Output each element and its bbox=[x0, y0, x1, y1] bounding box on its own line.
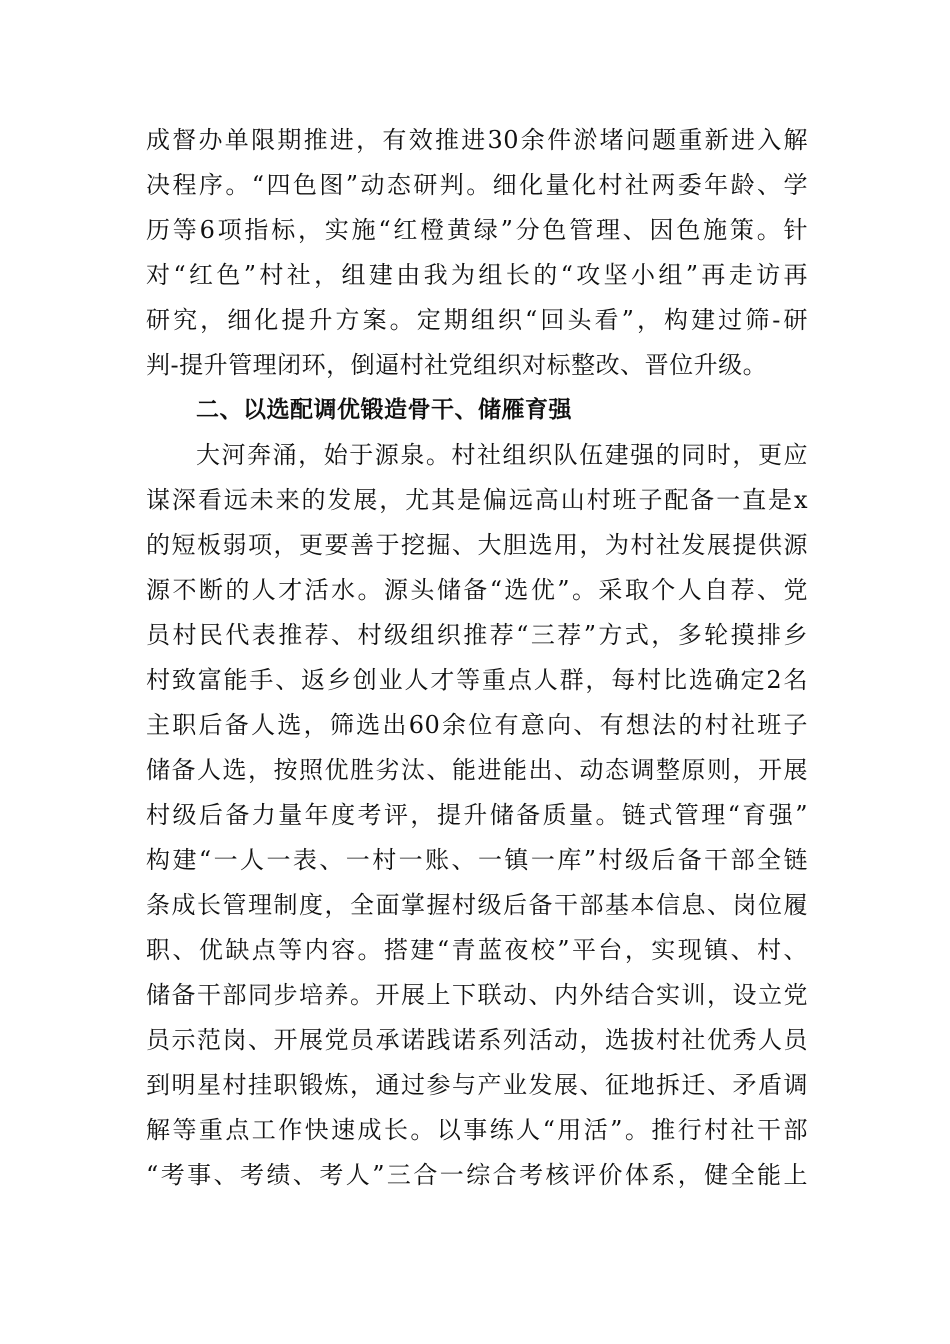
paragraph-line: 研究，细化提升方案。定期组织“回头看”，构建过筛-研 bbox=[146, 306, 808, 334]
paragraph-line: 到明星村挂职锻炼，通过参与产业发展、征地拆迁、矛盾调 bbox=[146, 1071, 808, 1099]
paragraph-line: 职、优缺点等内容。搭建“青蓝夜校”平台，实现镇、村、 bbox=[146, 936, 808, 964]
paragraph-line: 解等重点工作快速成长。以事练人“用活”。推行村社干部 bbox=[146, 1116, 808, 1144]
paragraph-line: 储备干部同步培养。开展上下联动、内外结合实训，设立党 bbox=[146, 981, 808, 1009]
paragraph-line: 谋深看远未来的发展，尤其是偏远高山村班子配备一直是x bbox=[146, 486, 808, 514]
paragraph-line: 储备人选，按照优胜劣汰、能进能出、动态调整原则，开展 bbox=[146, 756, 808, 784]
paragraph-line: 村致富能手、返乡创业人才等重点人群，每村比选确定2名 bbox=[146, 666, 808, 694]
paragraph-line: 的短板弱项，更要善于挖掘、大胆选用，为村社发展提供源 bbox=[146, 531, 808, 559]
paragraph-line: 构建“一人一表、一村一账、一镇一库”村级后备干部全链 bbox=[146, 846, 808, 874]
paragraph-line: 对“红色”村社，组建由我为组长的“攻坚小组”再走访再 bbox=[146, 261, 808, 289]
paragraph-line: 源不断的人才活水。源头储备“选优”。采取个人自荐、党 bbox=[146, 576, 808, 604]
paragraph-line: 成督办单限期推进，有效推进30余件淤堵问题重新进入解 bbox=[146, 126, 808, 154]
paragraph-line: 历等6项指标，实施“红橙黄绿”分色管理、因色施策。针 bbox=[146, 216, 808, 244]
paragraph-line: 决程序。“四色图”动态研判。细化量化村社两委年龄、学 bbox=[146, 171, 808, 199]
paragraph-line: 员村民代表推荐、村级组织推荐“三荐”方式，多轮摸排乡 bbox=[146, 621, 808, 649]
paragraph-line: 主职后备人选，筛选出60余位有意向、有想法的村社班子 bbox=[146, 711, 808, 739]
paragraph-line: 大河奔涌，始于源泉。村社组织队伍建强的同时，更应 bbox=[196, 441, 808, 469]
paragraph-line: 判-提升管理闭环，倒逼村社党组织对标整改、晋位升级。 bbox=[146, 351, 768, 379]
section-heading: 二、以选配调优锻造骨干、储雁育强 bbox=[196, 397, 572, 423]
paragraph-line: 村级后备力量年度考评，提升储备质量。链式管理“育强” bbox=[146, 801, 808, 829]
paragraph-line: “考事、考绩、考人”三合一综合考核评价体系，健全能上 bbox=[146, 1161, 808, 1189]
paragraph-line: 员示范岗、开展党员承诺践诺系列活动，选拔村社优秀人员 bbox=[146, 1026, 808, 1054]
paragraph-line: 条成长管理制度，全面掌握村级后备干部基本信息、岗位履 bbox=[146, 891, 808, 919]
